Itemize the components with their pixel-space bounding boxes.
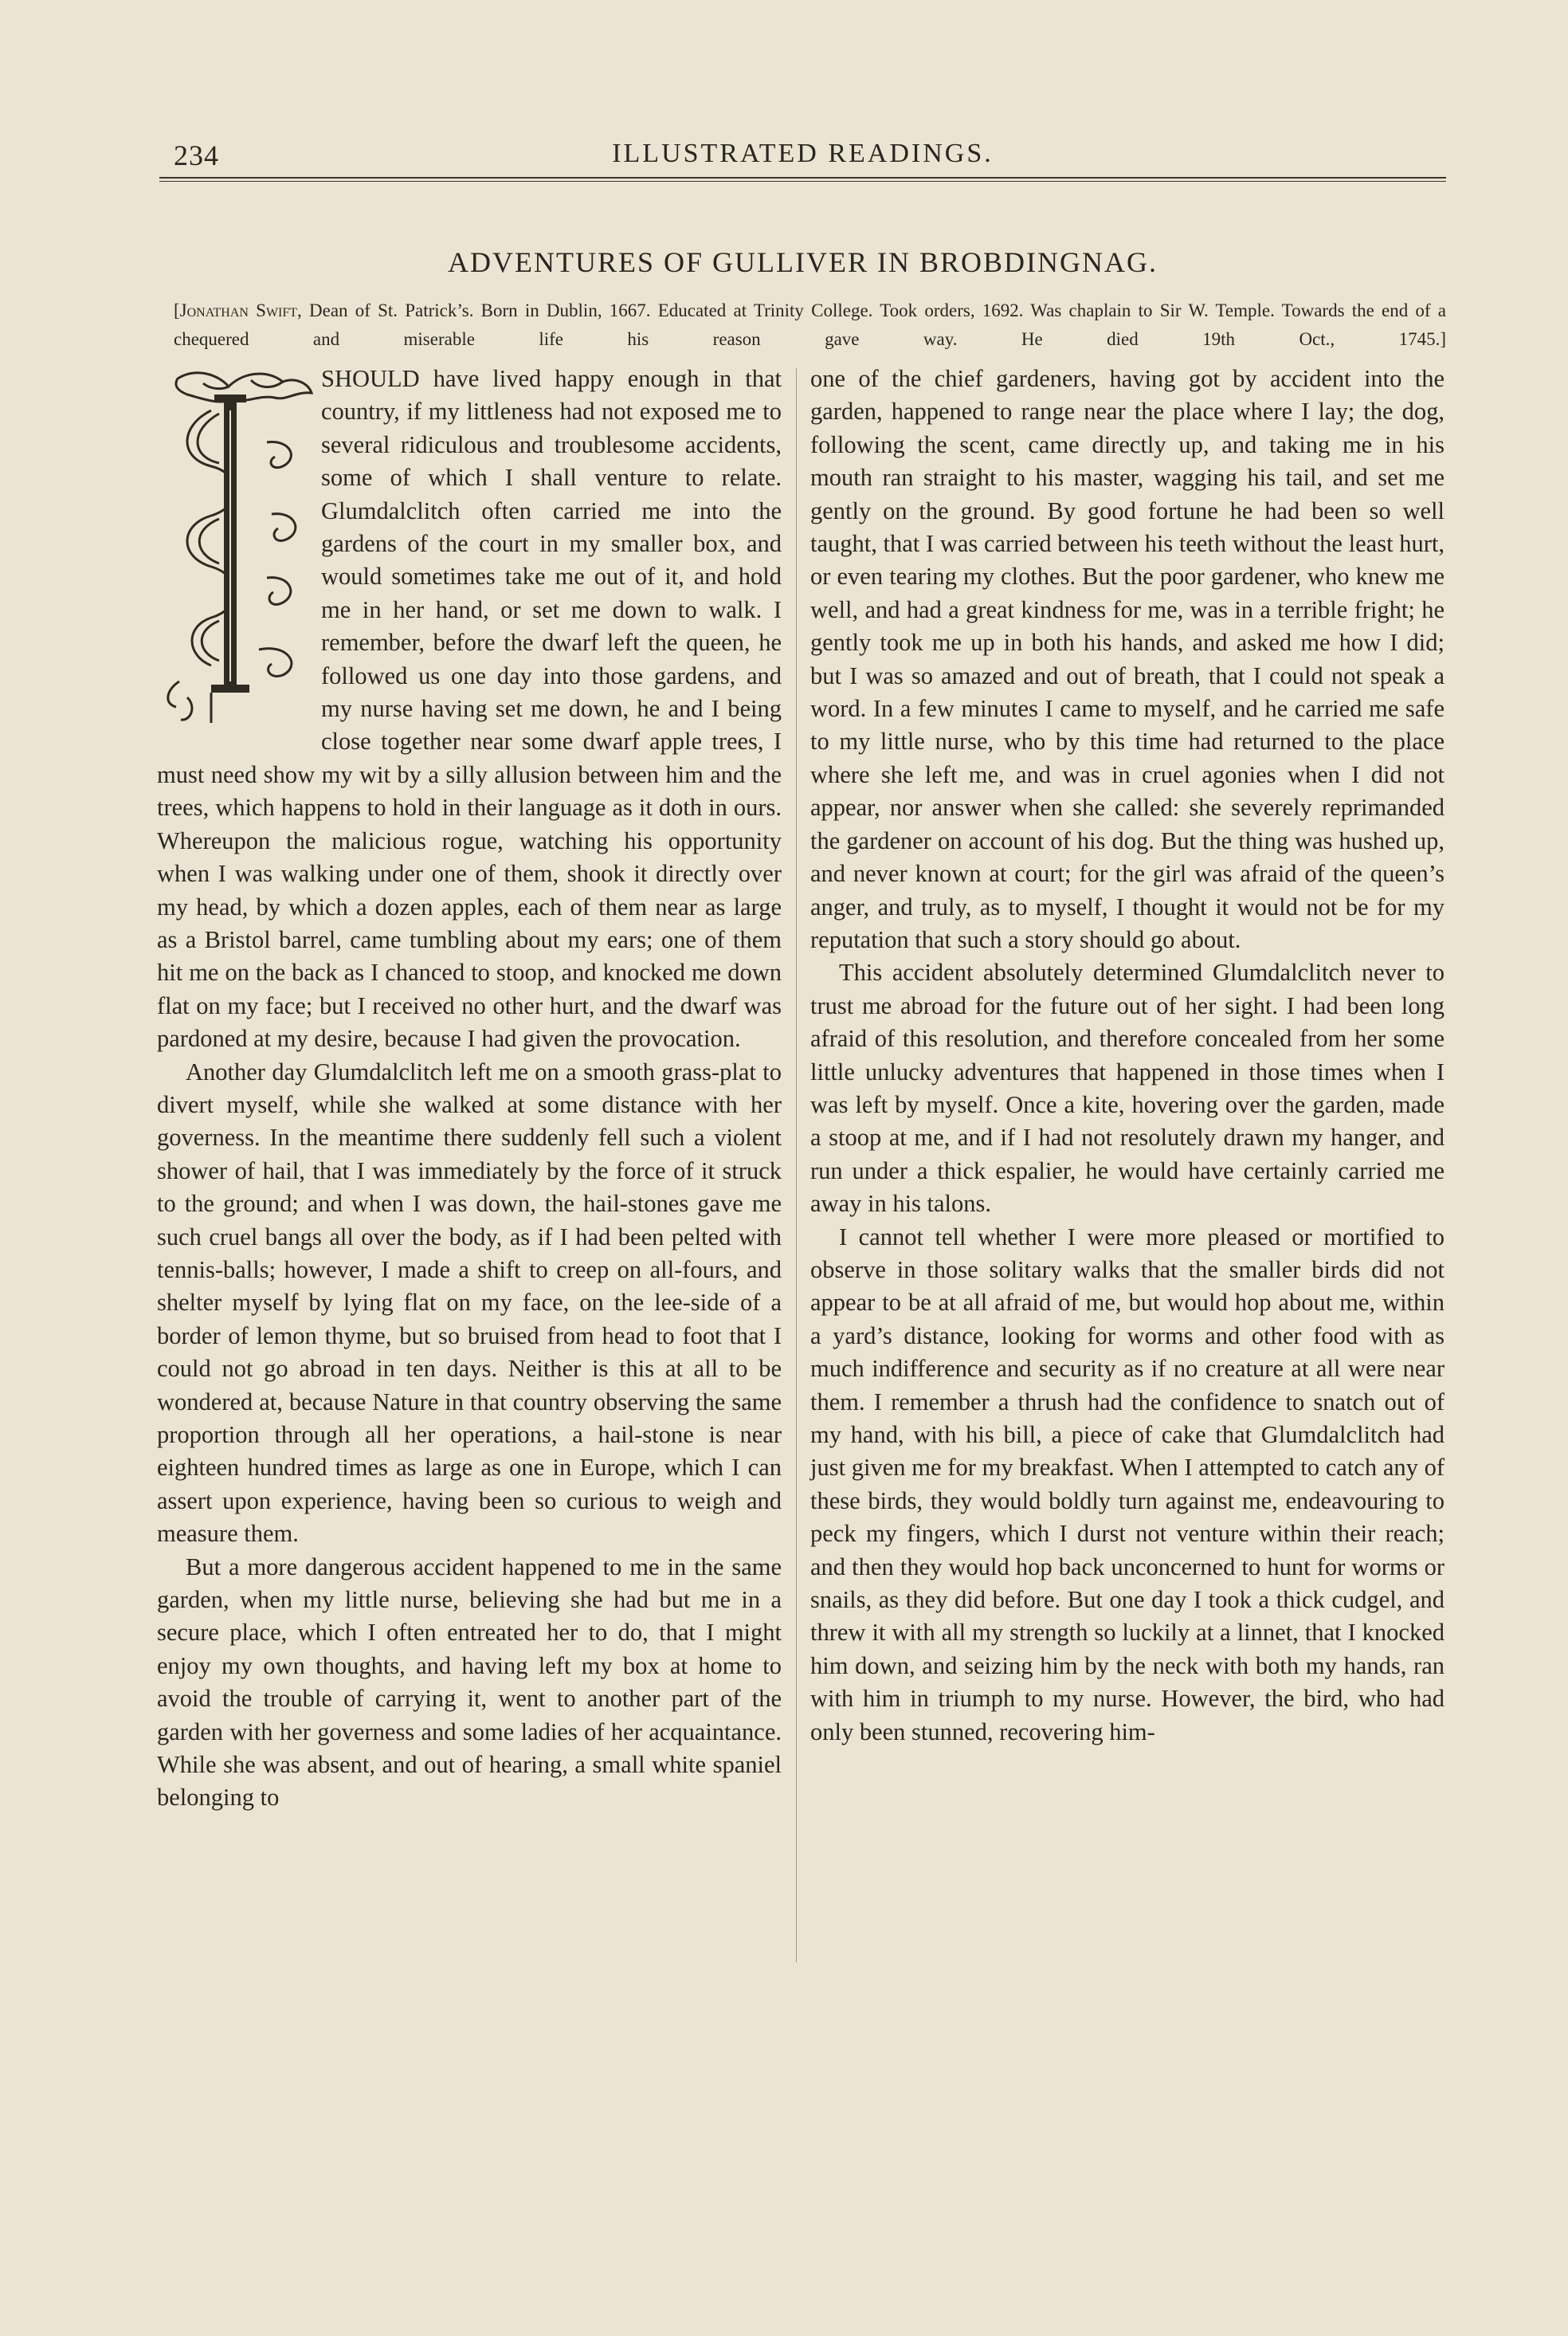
author-bio: Dean of St. Patrick’s. Born in Dublin, 1667. Educated at Trinity College. Took orders, 1692. Was chaplain to Sir W. Temple. Towards the end of a chequered and miserable life his reason gave way. He died 19th Oct., 1745.	[174, 300, 1446, 349]
paragraph: I cannot tell whether I were more pleased or mortified to observe in those solitary walks that the smaller birds did not appear to be at all afraid of me, but would hop about me, within a yard’s distance, looking for worms and other food with as much indifference and security as if no creature at all were near them. I remember a thrush had the confidence to snatch out of my hand, with his bill, a piece of cake that Glumdalclitch had just given me for my breakfast. When I attempted to catch any of these birds, they would boldly turn against me, endeavouring to peck my fingers, which I durst not venture within their reach; and then they would hop back unconcerned to hunt for worms or snails, as they did before. But one day I took a thick cudgel, and threw it with all my strength so luckily at a linnet, that I knocked him down, and seizing him by the neck with both my hands, ran with him in triumph to my nurse. However, the bird, who had only been stunned, recovering him-	[810, 1223, 1445, 1745]
bracket-open: [	[174, 300, 180, 320]
left-column	[157, 363, 782, 1815]
running-head	[159, 135, 1446, 175]
column-divider	[796, 368, 797, 1962]
article-title: ADVENTURES OF GULLIVER IN BROBDINGNAG.	[448, 246, 1158, 278]
paragraph: SHOULD have lived happy enough in that country, if my littleness had not exposed me to several ridiculous and troublesome accidents, some of which I shall venture to relate. Glumdalclitch often carried me into the gardens of the court in my smaller box, and would sometimes take me out of it, and hold me in her hand, or set me down to walk. I remember, before the dwarf left the queen, he followed us one day into those gardens, and my nurse having set me down, he and I being close together near some dwarf apple trees, I must need show my wit by a silly allusion between him and the trees, which happens to hold in their language as it doth in ours. Whereupon the malicious rogue, watching his opportunity when I was walking under one of them, shook it directly over my head, by which a dozen apples, each of them near as large as a Bristol barrel, came tumbling about my ears; one of them hit me on the back as I chanced to stoop, and knocked me down flat on my face; but I received no other hurt, and the dwarf was pardoned at my desire, because I had given the provocation.	[157, 365, 782, 1053]
paragraph: But a more dangerous accident happened to me in the same garden, when my little nurse, believing she had but me in a secure place, which I often entreated her to do, that I might enjoy my own thoughts, and having left my box at home to avoid the trouble of carrying it, went to another part of the garden with her governess and some ladies of her acquaintance. While she was absent, and out of hearing, a small white spaniel belonging to	[157, 1553, 782, 1812]
header-rule	[159, 177, 1446, 182]
right-column	[810, 363, 1445, 1749]
paragraph: one of the chief gardeners, having got by accident into the garden, happened to range near the place where I lay; the dog, following the scent, came directly up, and taking me in his mouth ran straight to his master, wagging his tail, and set me gently on the ground. By good fortune he had been so well taught, that I was carried between his teeth without the least hurt, or even tearing my clothes. But the poor gardener, who knew me well, and had a great kindness for me, was in a terrible fright; he gently took me up in both his hands, and asked me how I did; but I was so amazed and out of breath, that I could not speak a word. In a few minutes I came to myself, and he carried me safe to my little nurse, who by this time had returned to the place where she left me, and was in cruel agonies when I did not appear, nor answer when she called: she severely reprimanded the gardener on account of his dog. But the thing was hushed up, and never known at court; for the girl was afraid of the queen’s anger, and truly, as to myself, I thought it would not be for my reputation that such a story should go about.	[810, 365, 1445, 953]
page-number: 234	[174, 139, 219, 171]
bracket-close: ]	[1440, 329, 1446, 349]
author-name: Jonathan Swift,	[179, 300, 302, 320]
author-note	[174, 296, 1446, 354]
paragraph: This accident absolutely determined Glumdalclitch never to trust me abroad for the future out of her sight. I had been long afraid of this resolution, and therefore concealed from her some little unlucky adventures that happened in those times when I was left by myself. Once a kite, hovering over the garden, made a stoop at me, and if I had not resolutely drawn my hanger, and run under a thick espalier, he would have certainly carried me away in his talons.	[810, 959, 1445, 1218]
paragraph: Another day Glumdalclitch left me on a smooth grass-plat to divert myself, while she walked at some distance with her governess. In the meantime there suddenly fell such a violent shower of hail, that I was immediately by the force of it struck to the ground; and when I was down, the hail-stones gave me such cruel bangs all over the body, as if I had been pelted with tennis-balls; however, I made a shift to creep on all-fours, and shelter myself by lying flat on my face, on the lee-side of a border of lemon thyme, but so bruised from head to foot that I could not go abroad in ten days. Neither is this at all to be wondered at, because Nature in that country observing the same proportion through all her operations, a hail-stone is near eighteen hundred times as large as one in Europe, which I can assert upon experience, having been so curious to weigh and measure them.	[157, 1058, 782, 1548]
ornamental-initial-icon	[155, 363, 315, 728]
running-title: ILLUSTRATED READINGS.	[612, 139, 994, 168]
drop-cap	[155, 363, 315, 728]
